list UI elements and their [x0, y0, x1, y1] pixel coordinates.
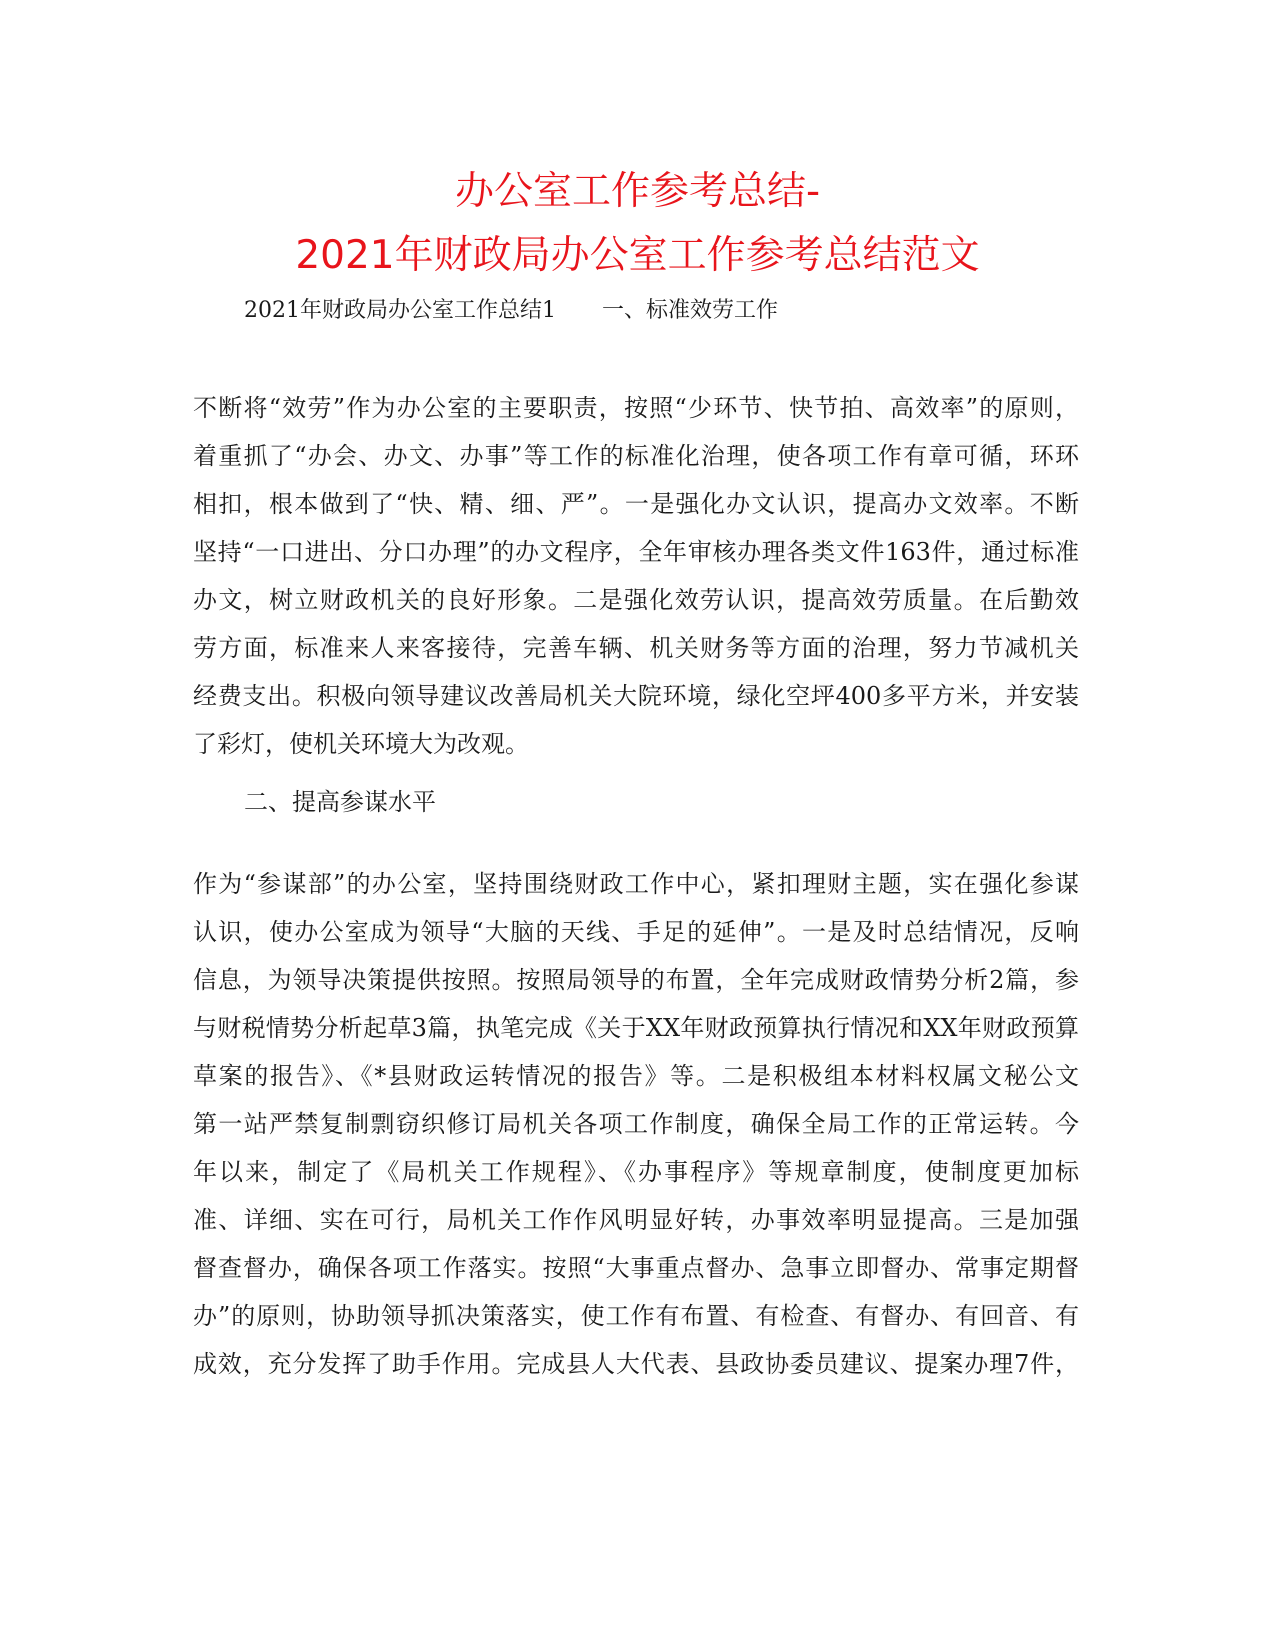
- document-title-line-2: 2021年财政局办公室工作参考总结范文: [295, 233, 980, 278]
- paragraph-2: [193, 860, 1079, 1388]
- paragraph-line: 准、详细、实在可行，局机关工作作风明显好转，办事效率明显提高。三是加强: [193, 1206, 1079, 1234]
- paragraph-line: 年以来，制定了《局机关工作规程》、《办事程序》等规章制度，使制度更加标: [193, 1158, 1079, 1186]
- paragraph-line: 信息，为领导决策提供按照。按照局领导的布置，全年完成财政情势分析2篇，参: [193, 966, 1079, 994]
- document-subtitle: 2021年财政局办公室工作总结1: [244, 298, 556, 323]
- document-title-line-1: 办公室工作参考总结-: [454, 169, 821, 214]
- paragraph-line: 认识，使办公室成为领导“大脑的天线、手足的延伸”。一是及时总结情况，反响: [193, 918, 1079, 946]
- section-1-heading: 一、标准效劳工作: [602, 298, 779, 323]
- paragraph-line: 相扣，根本做到了“快、精、细、严”。一是强化办文认识，提高办文效率。不断: [193, 490, 1079, 518]
- paragraph-line: 第一站严禁复制剽窃织修订局机关各项工作制度，确保全局工作的正常运转。今: [193, 1110, 1079, 1138]
- subtitle-row: [244, 300, 778, 322]
- paragraph-line: 成效，充分发挥了助手作用。完成县人大代表、县政协委员建议、提案办理7件，: [193, 1350, 1079, 1378]
- paragraph-line: 督查督办，确保各项工作落实。按照“大事重点督办、急事立即督办、常事定期督: [193, 1254, 1079, 1282]
- paragraph-line: 坚持“一口进出、分口办理”的办文程序，全年审核办理各类文件163件，通过标准: [193, 538, 1079, 566]
- paragraph-line: 着重抓了“办会、办文、办事”等工作的标准化治理，使各项工作有章可循，环环: [193, 442, 1079, 470]
- paragraph-line: 了彩灯，使机关环境大为改观。: [193, 730, 529, 758]
- paragraph-line: 不断将“效劳”作为办公室的主要职责，按照“少环节、快节拍、高效率”的原则，: [193, 394, 1079, 422]
- paragraph-line: 经费支出。积极向领导建议改善局机关大院环境，绿化空坪400多平方米，并安装: [193, 682, 1079, 710]
- paragraph-line: 草案的报告》、《*县财政运转情况的报告》等。二是积极组本材料权属文秘公文: [193, 1062, 1079, 1090]
- section-2-heading: 二、提高参谋水平: [244, 788, 436, 816]
- paragraph-line: 办文，树立财政机关的良好形象。二是强化效劳认识，提高效劳质量。在后勤效: [193, 586, 1079, 614]
- paragraph-line: 劳方面，标准来人来客接待，完善车辆、机关财务等方面的治理，努力节减机关: [193, 634, 1079, 662]
- paragraph-line: 作为“参谋部”的办公室，坚持围绕财政工作中心，紧扣理财主题，实在强化参谋: [193, 870, 1079, 898]
- paragraph-line: 与财税情势分析起草3篇，执笔完成《关于XX年财政预算执行情况和XX年财政预算: [193, 1014, 1079, 1042]
- paragraph-1: [193, 384, 1079, 768]
- paragraph-line: 办”的原则，协助领导抓决策落实，使工作有布置、有检查、有督办、有回音、有: [193, 1302, 1079, 1330]
